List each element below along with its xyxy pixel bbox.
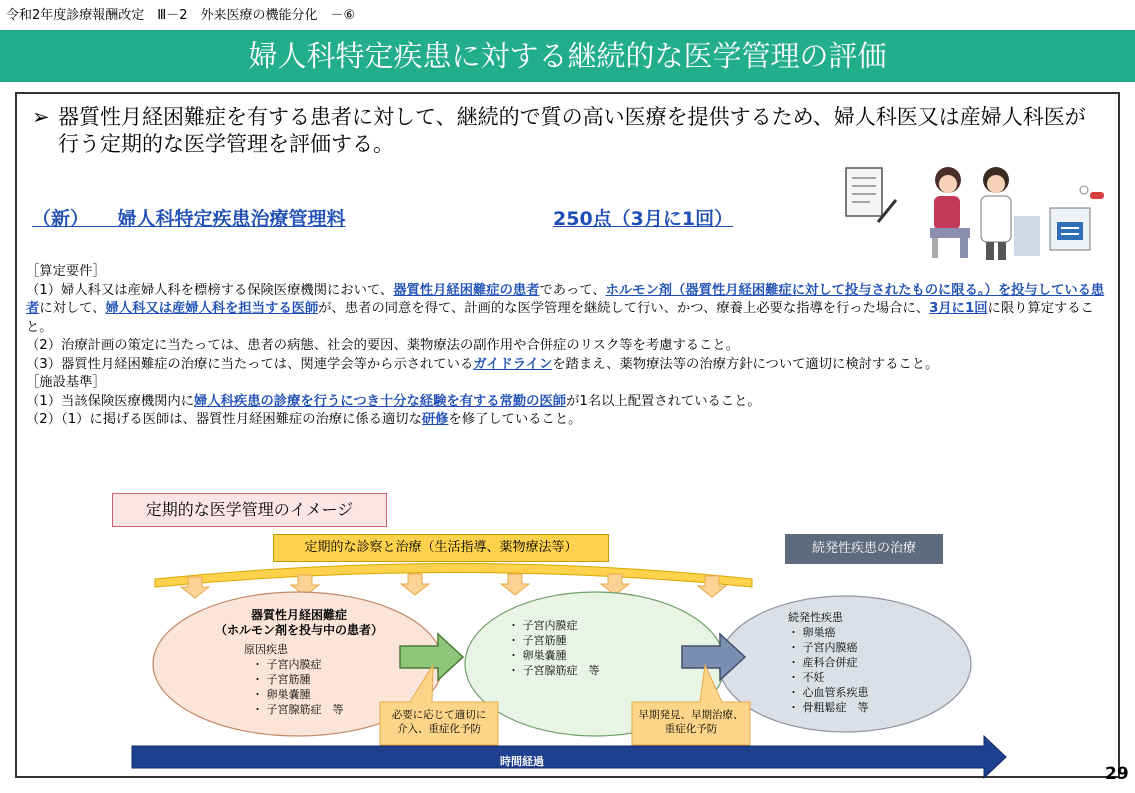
lead-statement <box>32 104 1092 158</box>
time-arrow <box>132 736 1006 778</box>
medicine-icon <box>1050 186 1104 250</box>
facility-item-2: （2）（1）に掲げる医師は、器質性月経困難症の治療に係る適切な研修を修了していること。 <box>26 412 582 427</box>
periodic-care-label: 定期的な診察と治療（生活指導、薬物療法等） <box>273 534 609 562</box>
fee-title: （新） 婦人科特定疾患治療管理料 <box>32 208 346 230</box>
arrow-bullet-icon: ➢ <box>32 105 50 129</box>
secondary-treatment-label: 続発性疾患の治療 <box>785 534 943 564</box>
ellipse-left-title: 器質性月経困難症 （ホルモン剤を投与中の患者） <box>214 608 383 637</box>
lead-text: 器質性月経困難症を有する患者に対して、継続的で質の高い医療を提供するため、婦人科医又は産婦人科医が行う定期的な医学管理を評価する。 <box>58 105 1086 156</box>
fee-points: 250点（3月に1回） <box>553 208 734 230</box>
care-arc <box>155 564 752 588</box>
ellipse-right-list: 続発性疾患 ・ 卵巣癌 ・ 子宮内膜癌 ・ 産科合併症 ・ 不妊 ・ 心血管系疾患 ・ 骨粗鬆症 等 <box>788 611 869 714</box>
doctor-figure <box>981 167 1040 260</box>
slide-header-label: 令和2年度診療報酬改定 Ⅲ－2 外来医療の機能分化 －⑥ <box>6 8 356 23</box>
requirement-item-2: （2）治療計画の策定に当たっては、患者の病態、社会的要因、薬物療法の副作用や合併症のリスク等を考慮すること。 <box>26 338 739 353</box>
requirement-item-3: （3）器質性月経困難症の治療に当たっては、関連学会等から示されているガイドラインを踏まえ、薬物療法等の治療方針について適切に検討すること。 <box>26 356 939 372</box>
ellipse-left-list: 原因疾患 ・ 子宮内膜症 ・ 子宮筋腫 ・ 卵巣嚢腫 ・ 子宮腺筋症 等 <box>244 643 344 716</box>
image-label: 定期的な医学管理のイメージ <box>112 493 387 527</box>
facility-item-1: （1）当該保険医療機関内に婦人科疾患の診療を行うにつき十分な経験を有する常勤の医師が1名以上配置されていること。 <box>26 393 761 409</box>
facility-heading: ［施設基準］ <box>26 375 106 390</box>
patient-figure <box>930 167 970 258</box>
requirements-block <box>26 263 1111 430</box>
consultation-illustration <box>838 160 1118 270</box>
note-intervention: 必要に応じて適切に 介入、重症化予防 <box>391 709 487 735</box>
title-bar <box>0 30 1135 82</box>
document-icon <box>846 168 896 222</box>
note-early-detection: 早期発見、早期治療、 重症化予防 <box>638 709 744 735</box>
page-number: 29 <box>1105 764 1129 784</box>
time-label: 時間経過 <box>500 755 544 768</box>
slide-title: 婦人科特定疾患に対する継続的な医学管理の評価 <box>248 39 887 73</box>
ellipse-middle-list: ・ 子宮内膜症 ・ 子宮筋腫 ・ 卵巣嚢腫 ・ 子宮腺筋症 等 <box>508 619 600 677</box>
requirements-heading: ［算定要件］ <box>26 264 106 279</box>
requirement-item-1: （1）婦人科又は産婦人科を標榜する保険医療機関において、器質性月経困難症の患者であって、ホルモン剤（器質性月経困難症に対して投与されたものに限る。）を投与している患者に対して、婦人科又は産婦人科を担当する医師が、患者の同意を得て、計画的な医学管理を継続して行い、かつ、療養上必要な指導を行った場合に、3月に1回に限り算定すること。 <box>26 282 1105 335</box>
